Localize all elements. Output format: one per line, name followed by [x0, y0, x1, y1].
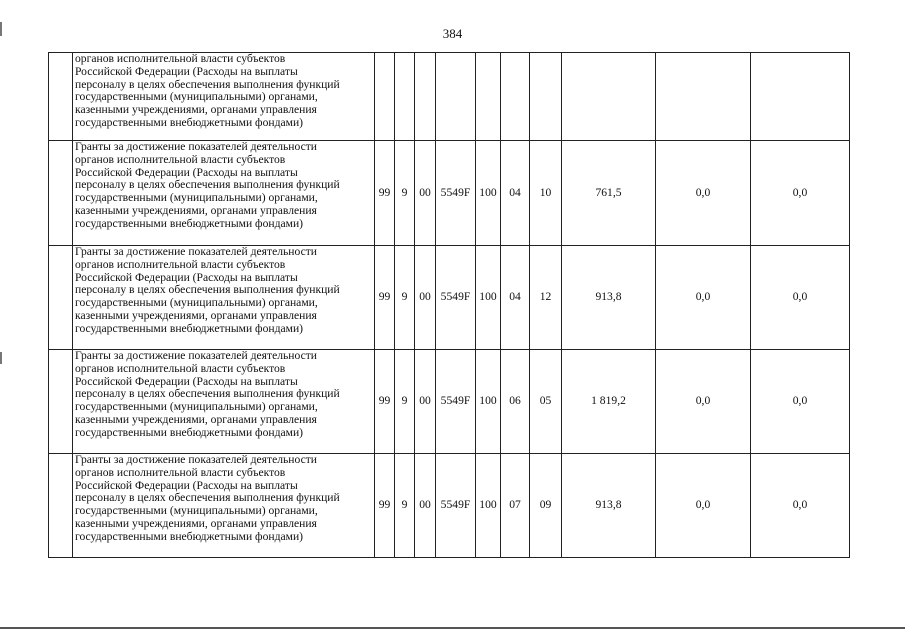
amount-year2-cell: 0,0 [656, 350, 751, 454]
description-line: казенными учреждениями, органами управления [75, 103, 317, 117]
subsection-cell [530, 53, 562, 141]
subprogram-code-cell: 9 [395, 246, 415, 350]
description-line: государственными внебюджетными фондами) [75, 216, 304, 230]
subsection-cell: 12 [530, 246, 562, 350]
amount-year1-cell: 761,5 [562, 141, 656, 246]
description-line: государственными внебюджетными фондами) [75, 425, 304, 439]
scan-margin-mark [0, 22, 2, 36]
description-line: Гранты за достижение показателей деятельности [75, 140, 318, 153]
row-number-cell [49, 141, 73, 246]
main-event-code-cell: 00 [415, 350, 436, 454]
description-line: Гранты за достижение показателей деятельности [75, 349, 318, 362]
description-cell [73, 454, 375, 558]
description-line: Российской Федерации (Расходы на выплаты [75, 478, 298, 492]
expense-type-cell: 100 [476, 454, 501, 558]
row-number-cell [49, 246, 73, 350]
amount-year1-cell [562, 53, 656, 141]
expense-type-cell: 100 [476, 350, 501, 454]
row-number-cell [49, 350, 73, 454]
amount-year3-cell: 0,0 [751, 350, 850, 454]
description-line: казенными учреждениями, органами управления [75, 412, 317, 426]
subprogram-code-cell: 9 [395, 454, 415, 558]
table-body [49, 53, 850, 558]
description-line: персоналу в целях обеспечения выполнения функций [75, 387, 340, 401]
amount-year1-cell: 913,8 [562, 246, 656, 350]
description-cell [73, 350, 375, 454]
scan-bottom-edge [0, 627, 905, 629]
description-line: персоналу в целях обеспечения выполнения функций [75, 178, 340, 192]
description-line: Российской Федерации (Расходы на выплаты [75, 64, 298, 78]
description-line: государственными внебюджетными фондами) [75, 529, 304, 543]
direction-code-cell [436, 53, 476, 141]
amount-year2-cell [656, 53, 751, 141]
program-code-cell: 99 [375, 141, 395, 246]
description-line: персоналу в целях обеспечения выполнения функций [75, 283, 340, 297]
row-number-cell [49, 454, 73, 558]
main-event-code-cell: 00 [415, 246, 436, 350]
subprogram-code-cell: 9 [395, 350, 415, 454]
description-line: Российской Федерации (Расходы на выплаты [75, 165, 298, 179]
table-row [49, 454, 850, 558]
description-line: государственными (муниципальными) органами, [75, 90, 318, 104]
subprogram-code-cell [395, 53, 415, 141]
description-line: персоналу в целях обеспечения выполнения функций [75, 77, 340, 91]
description-line: органов исполнительной власти субъектов [75, 361, 286, 375]
row-number-cell [49, 53, 73, 141]
section-cell: 07 [501, 454, 530, 558]
description-line: Российской Федерации (Расходы на выплаты [75, 374, 298, 388]
direction-code-cell: 5549F [436, 454, 476, 558]
description-line: государственными внебюджетными фондами) [75, 321, 304, 335]
amount-year2-cell: 0,0 [656, 246, 751, 350]
amount-year1-cell: 1 819,2 [562, 350, 656, 454]
direction-code-cell: 5549F [436, 350, 476, 454]
description-line: органов исполнительной власти субъектов [75, 465, 286, 479]
amount-year1-cell: 913,8 [562, 454, 656, 558]
description-line: государственными (муниципальными) органами, [75, 296, 318, 310]
section-cell: 06 [501, 350, 530, 454]
table-row [49, 141, 850, 246]
expense-type-cell [476, 53, 501, 141]
main-event-code-cell [415, 53, 436, 141]
program-code-cell: 99 [375, 246, 395, 350]
description-cell [73, 53, 375, 141]
direction-code-cell: 5549F [436, 246, 476, 350]
description-line: казенными учреждениями, органами управления [75, 203, 317, 217]
description-cell [73, 246, 375, 350]
section-cell: 04 [501, 141, 530, 246]
description-line: органов исполнительной власти субъектов [75, 52, 286, 65]
amount-year3-cell [751, 53, 850, 141]
section-cell: 04 [501, 246, 530, 350]
description-line: органов исполнительной власти субъектов [75, 152, 286, 166]
description-line: государственными внебюджетными фондами) [75, 115, 304, 129]
expense-type-cell: 100 [476, 246, 501, 350]
amount-year3-cell: 0,0 [751, 454, 850, 558]
subsection-cell: 10 [530, 141, 562, 246]
scan-margin-mark [0, 352, 2, 364]
main-event-code-cell: 00 [415, 454, 436, 558]
description-line: казенными учреждениями, органами управления [75, 308, 317, 322]
main-event-code-cell: 00 [415, 141, 436, 246]
description-line: Гранты за достижение показателей деятельности [75, 245, 318, 258]
amount-year3-cell: 0,0 [751, 246, 850, 350]
description-line: Российской Федерации (Расходы на выплаты [75, 270, 298, 284]
description-cell [73, 141, 375, 246]
direction-code-cell: 5549F [436, 141, 476, 246]
description-line: государственными (муниципальными) органами, [75, 400, 318, 414]
description-line: Гранты за достижение показателей деятельности [75, 453, 318, 466]
amount-year2-cell: 0,0 [656, 454, 751, 558]
program-code-cell: 99 [375, 350, 395, 454]
page-number: 384 [442, 26, 463, 41]
description-line: органов исполнительной власти субъектов [75, 257, 286, 271]
program-code-cell [375, 53, 395, 141]
description-line: государственными (муниципальными) органами, [75, 191, 318, 205]
subprogram-code-cell: 9 [395, 141, 415, 246]
amount-year2-cell: 0,0 [656, 141, 751, 246]
subsection-cell: 05 [530, 350, 562, 454]
table-row [49, 350, 850, 454]
expense-type-cell: 100 [476, 141, 501, 246]
amount-year3-cell: 0,0 [751, 141, 850, 246]
budget-table [48, 52, 850, 558]
description-line: персоналу в целях обеспечения выполнения функций [75, 491, 340, 505]
program-code-cell: 99 [375, 454, 395, 558]
table-row [49, 53, 850, 141]
section-cell [501, 53, 530, 141]
description-line: государственными (муниципальными) органами, [75, 504, 318, 518]
table-row [49, 246, 850, 350]
subsection-cell: 09 [530, 454, 562, 558]
description-line: казенными учреждениями, органами управления [75, 516, 317, 530]
